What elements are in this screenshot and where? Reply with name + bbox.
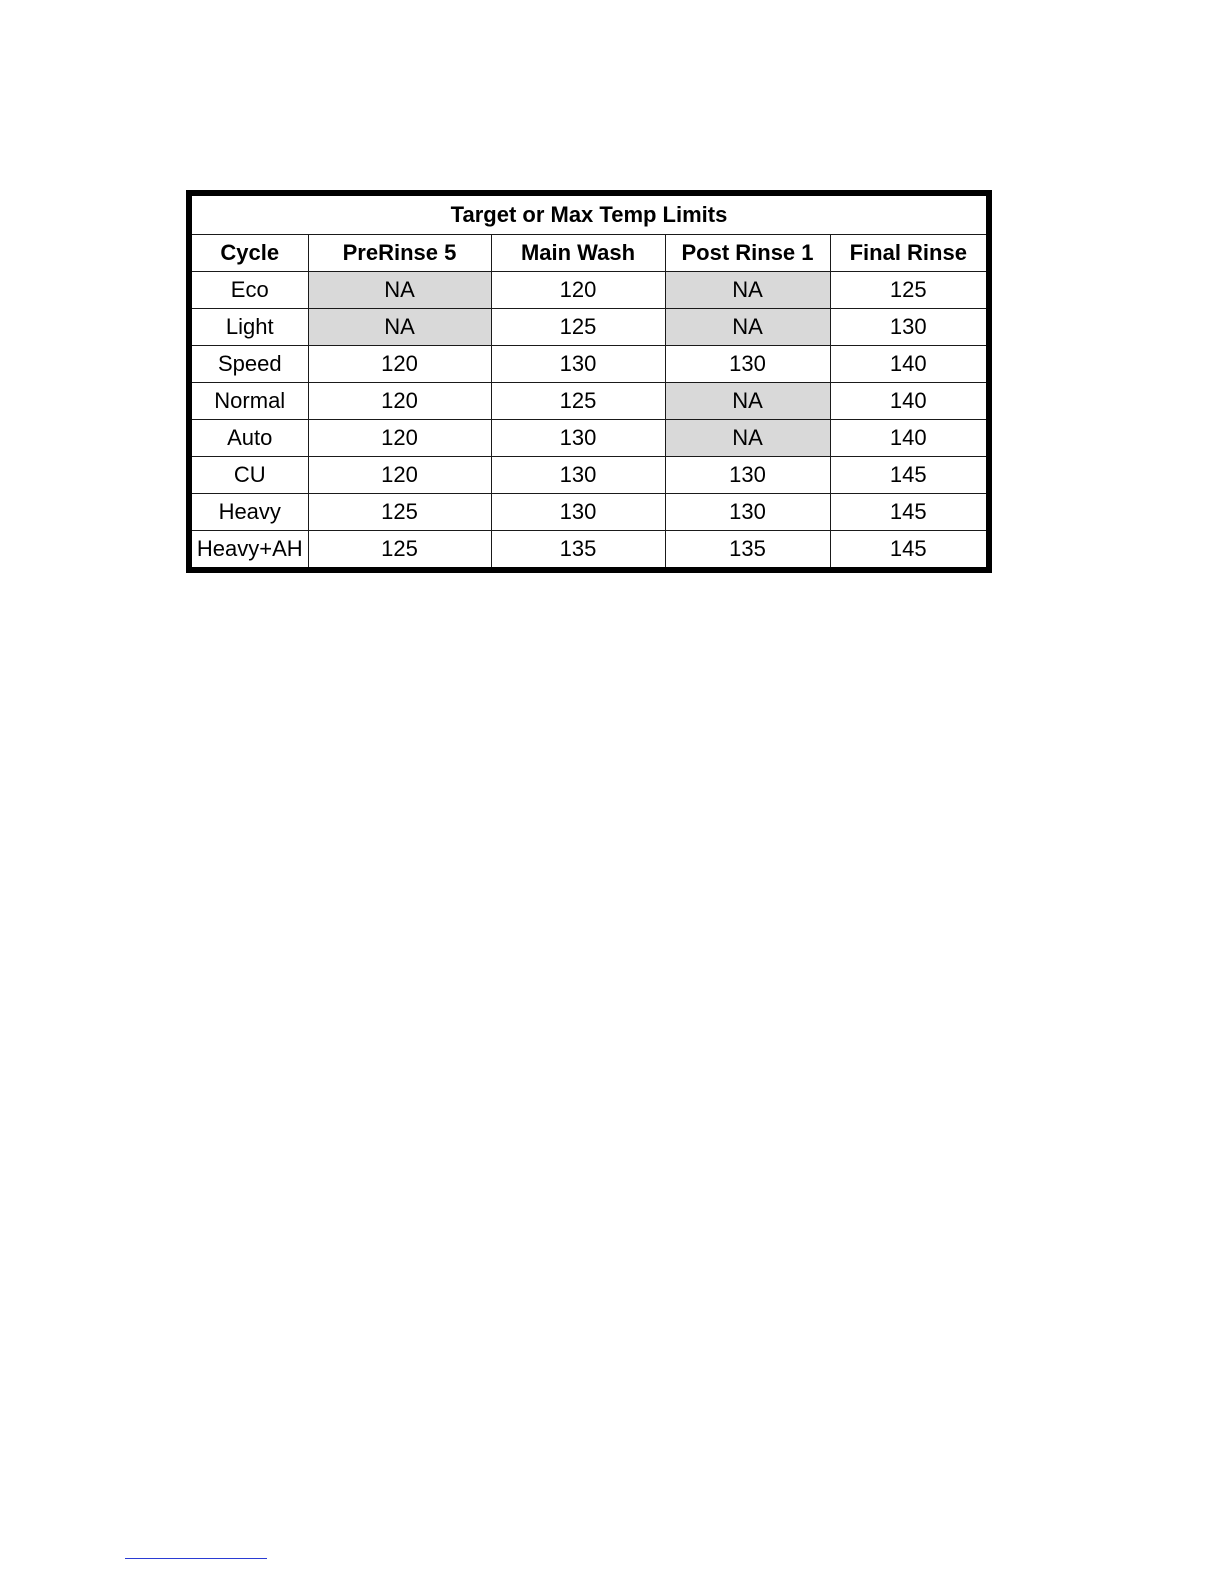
post-rinse-value: NA [665, 420, 830, 457]
final-rinse-value: 145 [830, 531, 986, 567]
table-body [192, 272, 986, 568]
table-row [192, 272, 986, 309]
main-wash-value: 130 [491, 420, 665, 457]
prerinse-value: 120 [308, 457, 491, 494]
header-row [192, 235, 986, 272]
prerinse-value: 120 [308, 420, 491, 457]
cycle-name: CU [192, 457, 308, 494]
final-rinse-value: 130 [830, 309, 986, 346]
table-row [192, 346, 986, 383]
main-wash-value: 125 [491, 383, 665, 420]
main-wash-value: 135 [491, 531, 665, 567]
post-rinse-value: 130 [665, 457, 830, 494]
final-rinse-value: 140 [830, 383, 986, 420]
post-rinse-value: NA [665, 272, 830, 309]
table-row [192, 383, 986, 420]
header-post-rinse: Post Rinse 1 [665, 235, 830, 272]
header-cycle: Cycle [192, 235, 308, 272]
table-row [192, 420, 986, 457]
final-rinse-value: 145 [830, 494, 986, 531]
prerinse-value: NA [308, 272, 491, 309]
final-rinse-value: 140 [830, 346, 986, 383]
cycle-name: Light [192, 309, 308, 346]
post-rinse-value: 130 [665, 494, 830, 531]
prerinse-value: 125 [308, 531, 491, 567]
header-final-rinse: Final Rinse [830, 235, 986, 272]
final-rinse-value: 145 [830, 457, 986, 494]
table-row [192, 494, 986, 531]
post-rinse-value: 130 [665, 346, 830, 383]
cycle-name: Normal [192, 383, 308, 420]
table-title: Target or Max Temp Limits [192, 196, 986, 235]
prerinse-value: 125 [308, 494, 491, 531]
main-wash-value: 130 [491, 346, 665, 383]
cycle-name: Heavy+AH [192, 531, 308, 567]
cycle-name: Auto [192, 420, 308, 457]
prerinse-value: 120 [308, 346, 491, 383]
prerinse-value: NA [308, 309, 491, 346]
temp-limits-table [186, 190, 992, 573]
final-rinse-value: 140 [830, 420, 986, 457]
cycle-name: Heavy [192, 494, 308, 531]
post-rinse-value: NA [665, 383, 830, 420]
table-row [192, 531, 986, 567]
main-wash-value: 130 [491, 494, 665, 531]
main-wash-value: 125 [491, 309, 665, 346]
table-row [192, 309, 986, 346]
post-rinse-value: NA [665, 309, 830, 346]
title-row [192, 196, 986, 235]
header-main-wash: Main Wash [491, 235, 665, 272]
cycle-name: Speed [192, 346, 308, 383]
post-rinse-value: 135 [665, 531, 830, 567]
main-wash-value: 130 [491, 457, 665, 494]
table-row [192, 457, 986, 494]
final-rinse-value: 125 [830, 272, 986, 309]
footnote-separator-line [125, 1558, 267, 1559]
main-wash-value: 120 [491, 272, 665, 309]
header-prerinse: PreRinse 5 [308, 235, 491, 272]
prerinse-value: 120 [308, 383, 491, 420]
cycle-name: Eco [192, 272, 308, 309]
temp-limits-grid [192, 196, 986, 567]
